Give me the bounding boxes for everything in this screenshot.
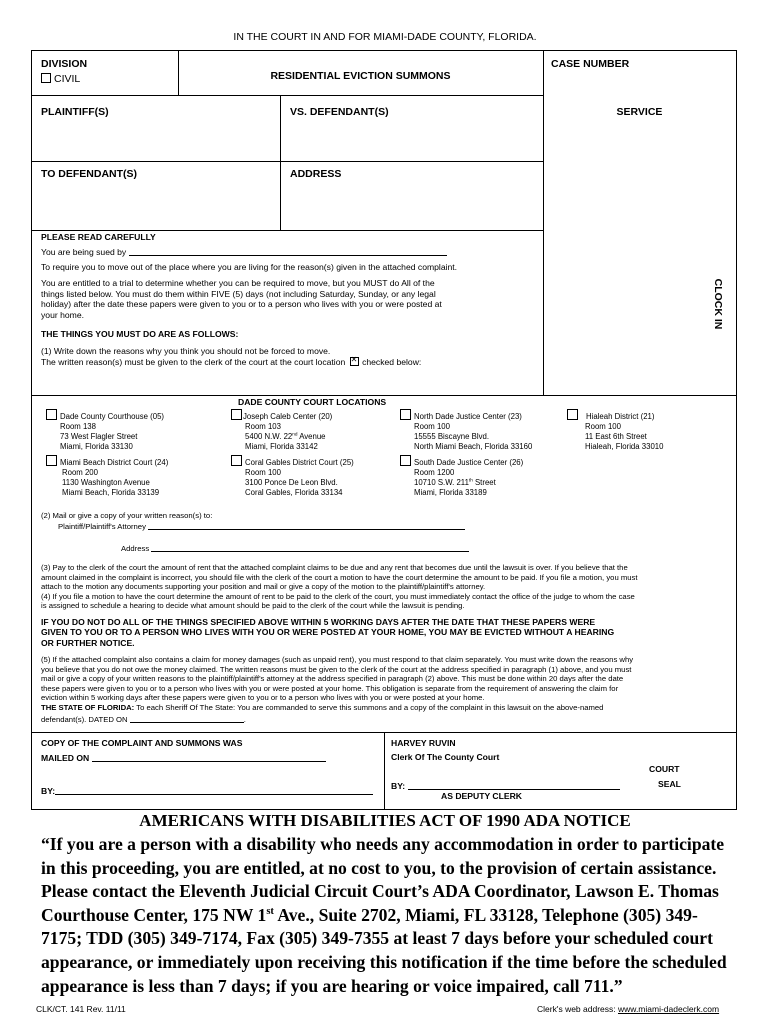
location-street [400, 478, 523, 488]
divider [280, 95, 281, 230]
text-line: You are entitled to a trial to determine whether you can be required to move, but you MUST do All of the [41, 278, 435, 288]
location-street: 1130 Washington Avenue [62, 477, 150, 487]
text: 10710 S.W. 211 [414, 477, 469, 487]
location-caleb[interactable] [231, 409, 332, 452]
divider [31, 395, 737, 396]
civil-label: CIVIL [54, 73, 81, 85]
text: Ave., Suite 2702, Miami, FL 33128, Telephone (305) 349- [273, 904, 698, 925]
form-border-bottom [31, 809, 737, 810]
text-line: you believe that you do not owe the money claimed. The written reasons must be given to the clerk of the court at the address specified in paragraph (1) above, and you must [41, 664, 632, 674]
location-dade[interactable] [46, 409, 164, 452]
attorney-field[interactable] [148, 520, 465, 530]
divider [543, 50, 544, 395]
case-number-label: CASE NUMBER [551, 58, 630, 70]
notice-heading: PLEASE READ CAREFULLY [41, 232, 156, 242]
plaintiffs-field[interactable] [36, 122, 276, 160]
division-label: DIVISION [41, 58, 88, 70]
text-line: amount claimed in the complaint is incorrect, you should file with the clerk of the court a motion to have the court determine the amount to be paid. If you file a motion, you must [41, 572, 638, 582]
text-line: appearance is less than 7 days; if you are hearing or voice impaired, call 711.” [41, 975, 623, 996]
text: checked below: [362, 357, 422, 367]
location-room: Room 100 [414, 421, 450, 431]
location-miami-beach[interactable] [46, 455, 168, 498]
divider [31, 230, 543, 231]
text-line: “If you are a person with a disability who needs any accommodation in order to participate [41, 834, 725, 854]
copy-by-line [41, 785, 373, 797]
ada-body [41, 833, 741, 998]
text-line: holiday) after the date these papers were given to you or to a person who lives with you or were posted at [41, 299, 442, 310]
location-north-dade[interactable] [400, 409, 532, 452]
location-name: Joseph Caleb Center (20) [243, 412, 333, 421]
checkbox[interactable] [567, 409, 578, 420]
clerk-by-line [391, 780, 620, 792]
mailed-on-line [41, 752, 326, 764]
attorney-line [58, 520, 465, 532]
text: Avenue [297, 431, 326, 441]
checked-box-icon: ✕ [350, 355, 358, 364]
text-line: IF YOU DO NOT DO ALL OF THE THINGS SPECIFIED ABOVE WITHIN 5 WORKING DAYS AFTER THE DATE THAT THESE PAPERS WERE [41, 617, 596, 627]
superscript: nd [292, 431, 298, 437]
superscript: th [468, 477, 473, 483]
clerk-website-link[interactable]: www.miami-dadeclerk.com [618, 1004, 720, 1014]
plaintiffs-label: PLAINTIFF(S) [41, 106, 109, 118]
division-civil-option[interactable] [41, 73, 80, 85]
sued-by-field[interactable] [129, 246, 447, 256]
location-name: Hialeah District (21) [586, 412, 655, 421]
location-street: 15555 Biscayne Blvd. [414, 431, 489, 441]
form-border-right [736, 50, 737, 810]
location-name: Miami Beach District Court (24) [60, 458, 169, 467]
location-name: Dade County Courthouse (05) [60, 412, 165, 421]
sued-by-text: You are being sued by [41, 247, 127, 257]
checkbox[interactable] [400, 455, 411, 466]
text-line: mail or give a copy of your written reasons to the plaintiff/plaintiff's attorney at the address specified in paragraph (2) above. This must be done within 20 days after the date [41, 674, 624, 683]
state-label: THE STATE OF FLORIDA: [41, 703, 135, 712]
superscript: st [266, 905, 274, 917]
location-city: Hialeah, Florida 33010 [585, 441, 664, 451]
reason-line: To require you to move out of the place where you are living for the reason(s) given in the attached complaint. [41, 262, 458, 272]
clock-in-label: CLOCK IN [712, 278, 724, 330]
court-header: IN THE COURT IN AND FOR MIAMI-DADE COUNTY, FLORIDA. [233, 31, 537, 43]
state-text: To each Sheriff Of The State: You are commanded to serve this summons and a copy of the complaint in this lawsuit on the above-named [134, 703, 604, 712]
location-street: 3100 Ponce De Leon Blvd. [245, 477, 338, 487]
service-label: SERVICE [616, 106, 663, 118]
form-border-left [31, 50, 32, 810]
location-city: Miami, Florida 33142 [245, 441, 318, 451]
location-room: Room 103 [245, 421, 281, 431]
form-border-top [31, 50, 737, 51]
text-line: (3) Pay to the clerk of the court the amount of rent that the attached complaint claims to be due and any rent that becomes due until the lawsuit is over. If you believe that the [41, 563, 628, 572]
location-city: Coral Gables, Florida 33134 [245, 487, 343, 497]
eviction-warning [41, 617, 733, 648]
text-line: (4) If you file a motion to have the court determine the amount of rent to be paid to the clerk of the court, you must immediately contact the office of the judge to whom the case [41, 591, 635, 601]
location-name: South Dade Justice Center (26) [414, 458, 524, 467]
location-city: Miami, Florida 33130 [60, 441, 133, 451]
text-line: is assigned to schedule a hearing to decide what amount should be paid to the clerk of the court while the lawsuit is pending. [41, 601, 465, 610]
case-number-field[interactable] [548, 74, 732, 94]
state-of-florida-line [41, 703, 733, 713]
must-do-heading: THE THINGS YOU MUST DO ARE AS FOLLOWS: [41, 329, 239, 339]
form-id: CLK/CT. 141 Rev. 11/11 [36, 1004, 126, 1014]
text-line: 7175; TDD (305) 349-7174, Fax (305) 349-7355 at least 7 days before your scheduled court [41, 928, 713, 949]
clerk-title: Clerk Of The County Court [391, 752, 500, 762]
mailed-on-field[interactable] [92, 752, 326, 762]
location-hialeah[interactable] [567, 409, 663, 452]
address-label: Address [121, 544, 150, 553]
web-label: Clerk's web address: [537, 1004, 618, 1014]
defendant-address-field[interactable] [285, 184, 539, 226]
address-label: ADDRESS [290, 168, 342, 180]
checkbox[interactable] [231, 455, 242, 466]
by-label: BY: [41, 786, 56, 796]
dated-on-line: defendant(s). DATED ON . [41, 715, 246, 724]
text-line: eviction within 5 working days after these papers were given to you or to a person who lives with you or were posted at your home. [41, 693, 485, 702]
location-room: Room 200 [62, 467, 98, 477]
location-room: Room 100 [585, 421, 621, 431]
entitled-paragraph [41, 278, 541, 320]
item2-address-line [121, 542, 469, 554]
checkbox[interactable] [41, 73, 51, 83]
location-street: 73 West Flagler Street [60, 431, 138, 441]
text: Street [472, 477, 496, 487]
attorney-address-field[interactable] [151, 542, 469, 552]
attorney-label: Plaintiff/Plaintiff's Attorney [58, 522, 146, 531]
text: Courthouse Center, 175 NW 1 [41, 904, 267, 925]
item1-line-b [41, 357, 421, 368]
divider [384, 732, 385, 809]
text: 5400 N.W. 22 [245, 431, 293, 441]
deputy-signature-field[interactable] [408, 780, 620, 790]
by-label: BY: [391, 781, 406, 791]
text-line [41, 904, 741, 928]
locations-heading: DADE COUNTY COURT LOCATIONS [238, 397, 387, 407]
defendants-label: VS. DEFENDANT(S) [290, 106, 389, 118]
item1-line-a: (1) Write down the reasons why you think you should not be forced to move. [41, 346, 331, 356]
form-title: RESIDENTIAL EVICTION SUMMONS [270, 70, 451, 82]
location-city: Miami Beach, Florida 33139 [62, 487, 160, 497]
text-line: appearance, or immediately upon receiving this notification if the time before the scheduled [41, 951, 727, 972]
to-defendants-field[interactable] [36, 184, 276, 226]
dated-on-field[interactable] [130, 713, 244, 723]
clerk-name: HARVEY RUVIN [391, 738, 456, 748]
text-line: GIVEN TO YOU OR TO A PERSON WHO LIVES WITH YOU OR WERE POSTED AT YOUR HOME, YOU MAY BE EVICTED WITHOUT A HEARING [41, 627, 615, 638]
divider [31, 95, 543, 96]
checkbox[interactable] [46, 455, 57, 466]
text-line: (5) If the attached complaint also contains a claim for money damages (such as unpaid rent), you must respond to that claim separately. You must write down the reasons why [41, 655, 634, 664]
mailed-on-label: MAILED ON [41, 753, 90, 763]
checkbox[interactable] [46, 409, 57, 420]
copy-by-field[interactable] [55, 785, 373, 795]
location-south-dade[interactable] [400, 455, 523, 498]
divider [31, 161, 543, 162]
checkbox[interactable] [231, 409, 242, 420]
copy-heading: COPY OF THE COMPLAINT AND SUMMONS WAS [41, 738, 243, 748]
location-name: North Dade Justice Center (23) [414, 412, 522, 421]
location-coral-gables[interactable] [231, 455, 354, 498]
location-room: Room 1200 [414, 467, 455, 477]
text-line: OR FURTHER NOTICE. [41, 637, 135, 648]
ada-title: AMERICANS WITH DISABILITIES ACT OF 1990 ADA NOTICE [139, 811, 631, 830]
sued-by-line [41, 246, 447, 258]
location-name: Coral Gables District Court (25) [245, 458, 354, 467]
location-street: 11 East 6th Street [585, 431, 647, 441]
dated-label: defendant(s). DATED ON [41, 715, 128, 724]
text-line: Please contact the Eleventh Judicial Circuit Court’s ADA Coordinator, Lawson E. Thomas [41, 881, 719, 902]
text-line: attach to the motion any documents supporting your position and mail or give a copy of the motion to the plaintiff/plaintiff's attorney. [41, 582, 486, 591]
checkbox[interactable] [400, 409, 411, 420]
text: The written reason(s) must be given to the clerk of the court at the court location [41, 357, 346, 367]
defendants-field[interactable] [285, 122, 539, 160]
to-defendants-label: TO DEFENDANT(S) [41, 168, 138, 180]
court-seal-label-court: COURT [649, 764, 680, 774]
item5-paragraph [41, 655, 731, 703]
location-street [231, 432, 332, 442]
court-seal-label-seal: SEAL [658, 779, 681, 789]
location-room: Room 138 [60, 421, 96, 431]
item3-paragraph [41, 563, 731, 611]
text-line: things listed below. You must do them within FIVE (5) days (not including Saturday, Sunday, or any legal [41, 288, 436, 299]
text-line: your home. [41, 309, 84, 320]
location-city: Miami, Florida 33189 [414, 487, 487, 497]
location-room: Room 100 [245, 467, 281, 477]
clerk-web-address [537, 1004, 719, 1014]
text-line: these papers were given to you or to a person who lives with you or were posted at your home. This obligation is separate from the requirement of answering the claim for [41, 683, 619, 693]
text-line: in this proceeding, you are entitled, at no cost to you, to the provision of certain assistance. [41, 857, 717, 878]
item2-text: (2) Mail or give a copy of your written reason(s) to: [41, 511, 213, 520]
deputy-clerk-label: AS DEPUTY CLERK [441, 791, 523, 801]
location-city: North Miami Beach, Florida 33160 [414, 441, 533, 451]
